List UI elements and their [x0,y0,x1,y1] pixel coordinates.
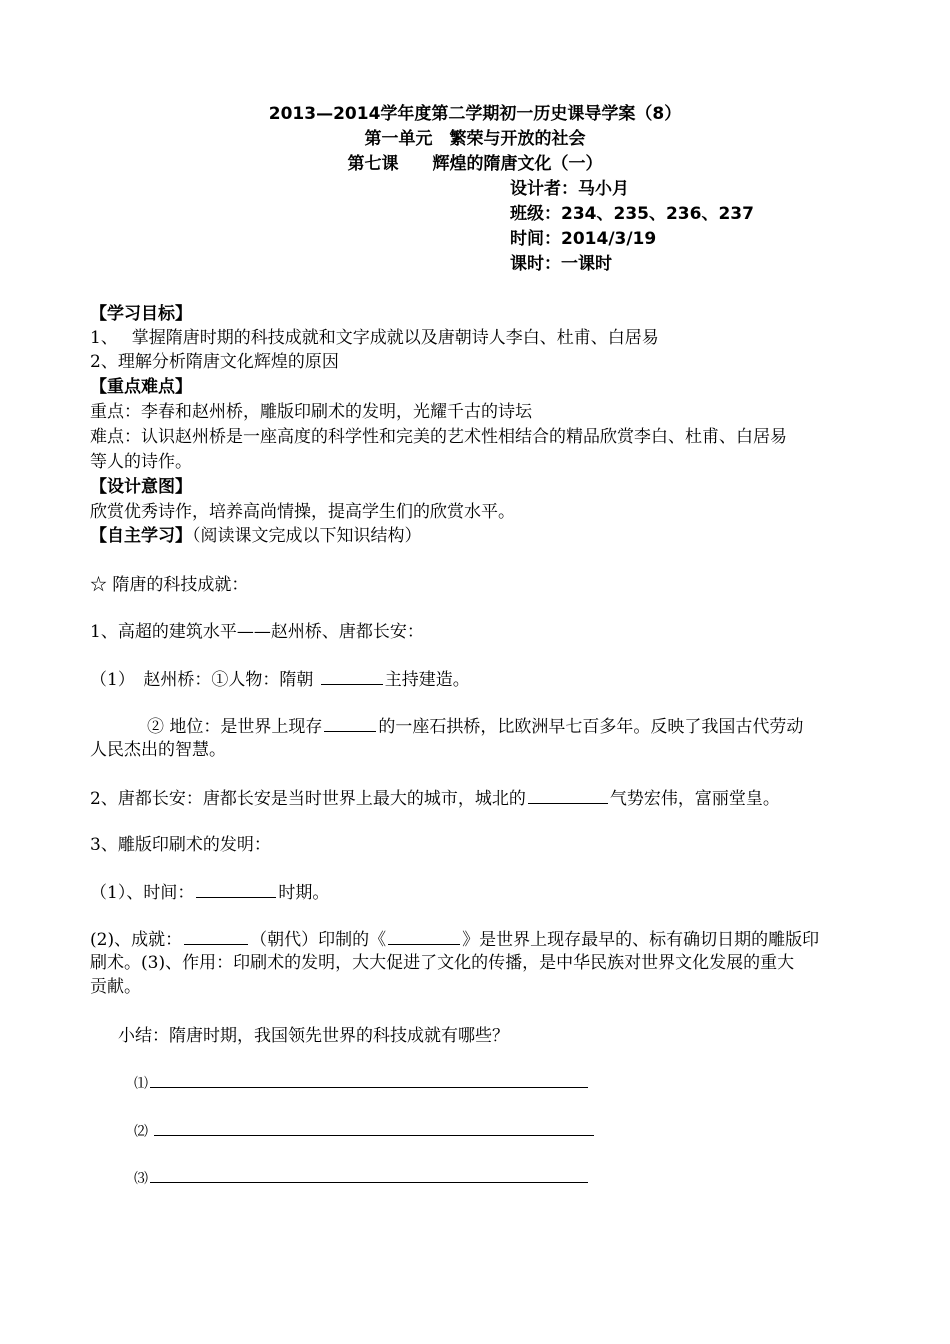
goals-heading: 【学习目标】 [90,304,192,324]
design-text: 欣赏优秀诗作，培养高尚情操，提高学生们的欣赏水平。 [90,502,515,522]
question-3-2: (2)、成就： （朝代）印制的《 》是世界上现存最早的、标有确切日期的雕版印 [90,927,819,952]
summary-question: 小结：隋唐时期，我国领先世界的科技成就有哪些？ [118,1026,509,1046]
summary-answer-2: ⑵ [134,1120,596,1144]
question-3-3: 刷术。(3)、作用：印刷术的发明，大大促进了文化的传播，是中华民族对世界文化发展的重大 [90,953,795,973]
summary-answer-3: ⑶ [134,1167,590,1191]
period-line: 课时：一课时 [510,254,612,274]
question-3-4: 贡献。 [90,977,141,997]
question-1-2: ② 地位：是世界上现存 的一座石拱桥，比欧洲早七百多年。反映了我国古代劳动 [147,714,803,739]
self-study-note: （阅读课文完成以下知识结构） [192,526,422,546]
unit-title: 第一单元 繁荣与开放的社会 [364,129,586,149]
blank-builder[interactable] [321,667,383,685]
key-point-text: 重点：李春和赵州桥，雕版印刷术的发明，光耀千古的诗坛 [90,402,532,422]
difficult-point-text: 难点：认识赵州桥是一座高度的科学性和完美的艺术性相结合的精品欣赏李白、杜甫、白居易 [90,427,787,447]
question-2: 2、唐都长安：唐都长安是当时世界上最大的城市，城北的 气势宏伟，富丽堂皇。 [90,786,780,811]
blank-palace[interactable] [528,786,608,804]
blank-dynasty[interactable] [184,927,248,945]
question-1-1: （1） 赵州桥：①人物：隋朝 主持建造。 [90,667,470,692]
classes-line: 班级：234、235、236、237 [510,204,754,224]
difficult-point-text-cont: 等人的诗作。 [90,452,192,472]
question-1-2-cont: 人民杰出的智慧。 [90,740,226,760]
design-heading: 【设计意图】 [90,477,192,497]
question-3: 3、雕版印刷术的发明： [90,835,271,855]
doc-title: 2013—2014学年度第二学期初一历史课导学案（8） [268,104,682,124]
summary-answer-1: ⑴ [134,1072,590,1096]
designer-line: 设计者：马小月 [510,179,629,199]
answer-line-1[interactable] [150,1073,588,1088]
question-1: 1、高超的建筑水平——赵州桥、唐都长安： [90,622,424,642]
blank-book[interactable] [388,927,460,945]
blank-status[interactable] [324,714,376,732]
self-study-line [90,524,422,548]
answer-line-3[interactable] [150,1168,588,1183]
section-title: ☆ 隋唐的科技成就： [90,575,249,595]
goal-item-2: 2、理解分析隋唐文化辉煌的原因 [90,352,339,372]
self-study-heading: 【自主学习】 [90,526,192,546]
answer-line-2[interactable] [154,1121,594,1136]
lesson-title: 第七课 辉煌的隋唐文化（一） [347,154,603,174]
question-3-1: （1）、时间： 时期。 [90,880,329,905]
key-points-heading: 【重点难点】 [90,377,192,397]
goal-item-1: 1、 掌握隋唐时期的科技成就和文字成就以及唐朝诗人李白、杜甫、白居易 [90,328,659,348]
date-line: 时间：2014/3/19 [510,229,657,249]
blank-period[interactable] [196,880,276,898]
